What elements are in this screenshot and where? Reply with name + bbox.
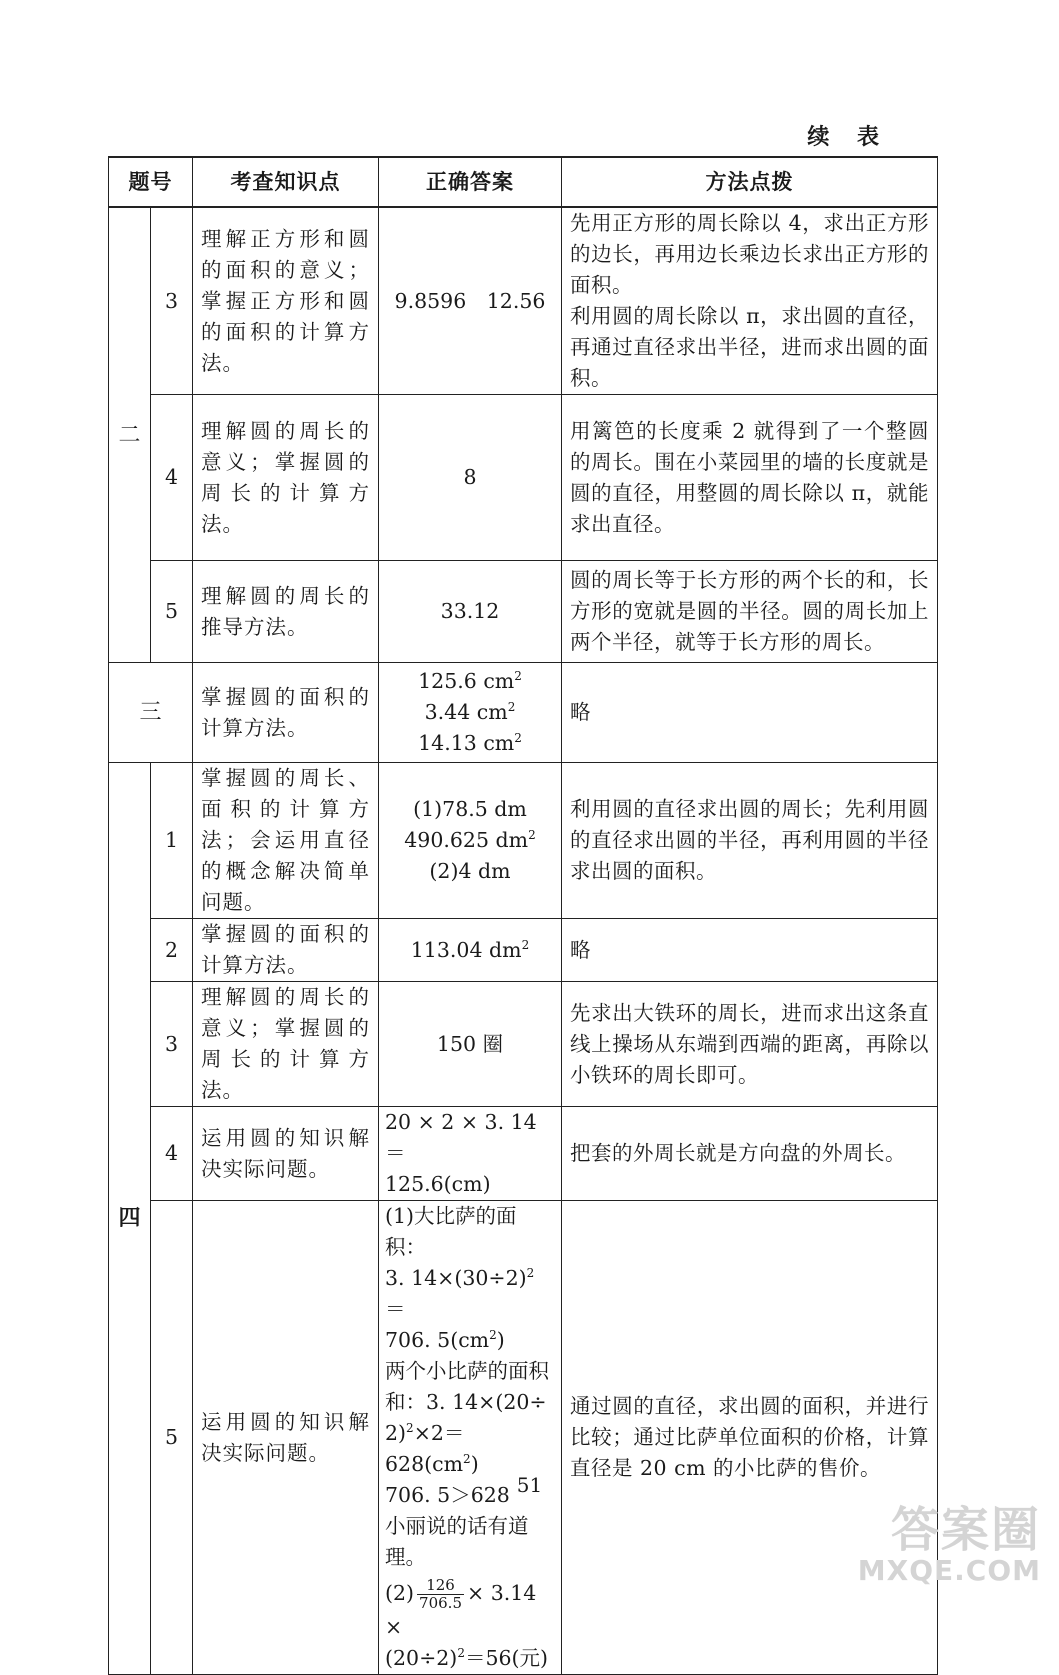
method-tip: 略 — [562, 663, 938, 763]
knowledge-point: 掌握圆的面积的计算方法。 — [193, 919, 379, 982]
correct-answer — [379, 1107, 562, 1201]
exponent: 2 — [514, 731, 522, 746]
header-no: 题号 — [109, 157, 193, 207]
solution-line: $2)^2\times 2=628(cm^2)$ — [385, 1421, 479, 1476]
exponent: 2 — [463, 1452, 471, 1467]
question-number: 1 — [151, 763, 193, 919]
answer-value: 3.44 cm — [424, 700, 508, 724]
table-header-row — [109, 157, 938, 207]
section-label-4: 四 — [109, 763, 151, 1675]
header-answer: 正确答案 — [379, 157, 562, 207]
method-tip: 先求出大铁环的周长，进而求出这条直线上操场从东端到西端的距离，再除以小铁环的周长即可。 — [562, 982, 938, 1107]
section-label-3: 三 — [109, 663, 193, 763]
method-tip-line: 先用正方形的周长除以 4，求出正方形的边长，再用边长乘边长求出正方形的面积。 — [570, 211, 929, 297]
exponent: 2 — [457, 1646, 465, 1661]
knowledge-point: 理解圆的周长的推导方法。 — [193, 561, 379, 663]
knowledge-point: 运用圆的知识解决实际问题。 — [193, 1107, 379, 1201]
header-knowledge: 考查知识点 — [193, 157, 379, 207]
method-tip: 用篱笆的长度乘 2 就得到了一个整圆的周长。围在小菜园里的墙的长度就是圆的直径，用整圆的周长除以 π，就能求出直径。 — [562, 395, 938, 561]
solution-line: 和：3. 14×(20÷ — [385, 1390, 547, 1414]
knowledge-point: 理解正方形和圆的面积的意义；掌握正方形和圆的面积的计算方法。 — [193, 207, 379, 395]
correct-answer: 150 圈 — [379, 982, 562, 1107]
solution-line: (1)大比萨的面积： — [385, 1204, 517, 1259]
correct-answer: 9.8596 12.56 — [379, 207, 562, 395]
knowledge-point: 理解圆的周长的意义；掌握圆的周长的计算方法。 — [193, 982, 379, 1107]
solution-line: (2) $\frac{126}{706.5}$ × 3.14 × — [385, 1576, 537, 1639]
answer-value: 20 × 2 × 3. 14 ＝ — [385, 1110, 537, 1165]
fraction — [417, 1577, 464, 1612]
table-row — [109, 395, 938, 561]
knowledge-point: 运用圆的知识解决实际问题。 — [193, 1201, 379, 1675]
question-number: 4 — [151, 395, 193, 561]
watermark-logo: 答案圈 — [890, 1502, 1041, 1558]
question-number: 3 — [151, 207, 193, 395]
correct-answer — [379, 919, 562, 982]
answer-value: 14.13 cm — [418, 731, 515, 755]
correct-answer: 8 — [379, 395, 562, 561]
correct-answer — [379, 763, 562, 919]
answer-value: (2)4 dm — [429, 859, 511, 883]
method-tip: 略 — [562, 919, 938, 982]
exponent: 2 — [489, 1328, 497, 1343]
method-tip — [562, 207, 938, 395]
method-tip: 把套的外周长就是方向盘的外周长。 — [562, 1107, 938, 1201]
answer-value: 125.6 cm — [418, 669, 515, 693]
question-number: 3 — [151, 982, 193, 1107]
answer-value: 125.6(cm) — [385, 1172, 491, 1196]
fraction-denominator: 706.5 — [419, 1594, 462, 1612]
solution-line: 3. $14\times(30\div 2)^2=$ — [385, 1266, 535, 1321]
method-tip-line: 利用圆的周长除以 π，求出圆的直径，再通过直径求出半径，进而求出圆的面积。 — [570, 304, 929, 390]
correct-answer — [379, 1201, 562, 1675]
page-number: 51 — [516, 1473, 543, 1497]
continued-label: 续 表 — [807, 125, 889, 150]
answer-value: 490.625 dm — [404, 828, 529, 852]
knowledge-point: 掌握圆的周长、面积的计算方法；会运用直径的概念解决简单问题。 — [193, 763, 379, 919]
method-tip: 利用圆的直径求出圆的周长；先利用圆的直径求出圆的半径，再利用圆的半径求出圆的面积。 — [562, 763, 938, 919]
knowledge-point: 理解圆的周长的意义；掌握圆的周长的计算方法。 — [193, 395, 379, 561]
answer-value: (1)78.5 dm — [413, 797, 527, 821]
solution-line: 706. $5(cm^2)$ — [385, 1328, 505, 1352]
method-tip: 通过圆的直径，求出圆的面积，并进行比较；通过比萨单位面积的价格，计算直径是 20 cm 的小比萨的售价。 — [562, 1201, 938, 1675]
fraction-numerator: 126 — [417, 1577, 464, 1595]
exponent: 2 — [507, 700, 516, 715]
watermark — [858, 1504, 1041, 1586]
table-row — [109, 207, 938, 395]
correct-answer: 33.12 — [379, 561, 562, 663]
exponent: 2 — [514, 669, 522, 684]
exponent: 2 — [521, 937, 530, 952]
question-number: 5 — [151, 1201, 193, 1675]
table-row — [109, 1201, 938, 1675]
table-row — [109, 982, 938, 1107]
section-label-2: 二 — [109, 207, 151, 663]
knowledge-point: 掌握圆的面积的计算方法。 — [193, 663, 379, 763]
table-row — [109, 663, 938, 763]
solution-line: 两个小比萨的面积 — [385, 1359, 549, 1383]
table-row — [109, 919, 938, 982]
solution-line: 706. 5＞628 — [385, 1483, 510, 1507]
answer-value: 113.04 dm — [410, 937, 522, 962]
solution-line: $(20\div 2)^2=56$(元) — [385, 1646, 549, 1670]
exponent: 2 — [528, 828, 536, 843]
table-row — [109, 561, 938, 663]
exponent: 2 — [526, 1266, 535, 1281]
header-method: 方法点拨 — [562, 157, 938, 207]
method-tip: 圆的周长等于长方形的两个长的和，长方形的宽就是圆的半径。圆的周长加上两个半径，就等于长方形的周长。 — [562, 561, 938, 663]
correct-answer — [379, 663, 562, 763]
answer-table — [108, 156, 938, 1675]
solution-line: 小丽说的话有道理。 — [385, 1514, 529, 1569]
watermark-url: MXQE.COM — [857, 1554, 1041, 1587]
question-number: 5 — [151, 561, 193, 663]
question-number: 2 — [151, 919, 193, 982]
table-row — [109, 1107, 938, 1201]
table-row — [109, 763, 938, 919]
exponent: 2 — [406, 1421, 414, 1436]
question-number: 4 — [151, 1107, 193, 1201]
